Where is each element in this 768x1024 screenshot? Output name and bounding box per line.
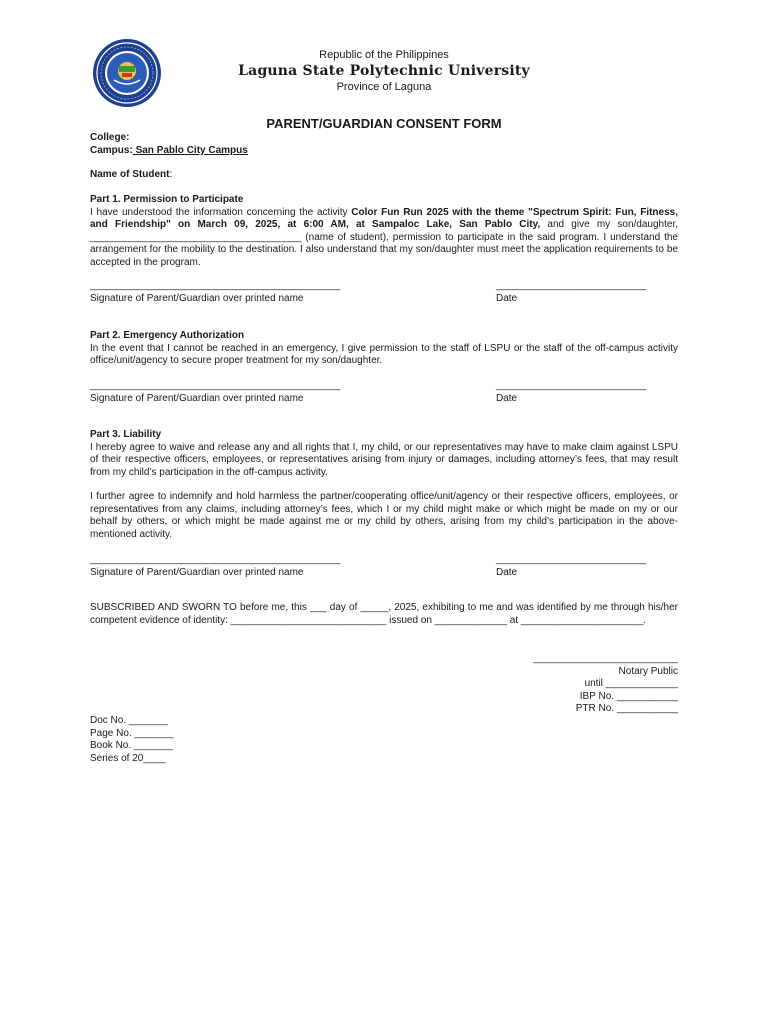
part2-section (90, 330, 678, 368)
signature-label: Signature of Parent/Guardian over printed name (90, 292, 304, 304)
signature-line: _____________________________________________ (90, 380, 341, 391)
notary-ibp: IBP No. ___________ (579, 690, 678, 702)
university-name: Laguna State Polytechnic University (238, 63, 530, 79)
date-label: Date (496, 566, 518, 578)
form-title: PARENT/GUARDIAN CONSENT FORM (266, 116, 502, 131)
part1-text: I have understood the information concerning the activity Color Fun Run 2025 with the theme "Spectrum Spirit: Fun, Fitness, and Friendship" on March 09, 2025, at 6:00 AM, at Sampaloc Lake, San Pablo City, and give my son/daughter, ______________________________________ (name of student), permission to participate in the said program. I understand the arrangement for the mobility to the destination. I also understand that my son/daughter must meet the application requirements to be accepted in the program. (90, 206, 679, 268)
signature-row-1 (90, 280, 678, 306)
notary-ptr: PTR No. ___________ (575, 703, 678, 714)
book-no: Book No. _______ (90, 740, 173, 751)
notary-title: Notary Public (618, 665, 678, 677)
campus-value: San Pablo City Campus (132, 145, 248, 156)
part3-text-1: I hereby agree to waive and release any and all rights that I, my child, or our representatives may have to make claim against LSPU of their respective officers, employees, or representatives arising from injury or damages, including attorney’s fees, that may result from my child’s participation in the off-campus activity. (90, 441, 678, 478)
signature-line: _____________________________________________ (90, 280, 341, 291)
college-label: College (90, 132, 127, 143)
student-label: Name of Student (90, 169, 170, 180)
part1-heading: Part 1. Permission to Participate (90, 194, 244, 205)
campus-label: Campus (90, 145, 130, 156)
republic-line: Republic of the Philippines (319, 49, 449, 61)
date-line: ___________________________ (496, 554, 647, 565)
signature-label: Signature of Parent/Guardian over printed name (90, 566, 304, 578)
date-label: Date (496, 392, 518, 404)
notary-signature-line: __________________________ (533, 653, 678, 664)
page-no: Page No. _______ (90, 727, 174, 739)
part3-heading: Part 3. Liability (90, 429, 162, 440)
doc-entries (90, 715, 173, 765)
date-label: Date (496, 292, 518, 304)
student-name-field: Name of Student: (90, 169, 173, 180)
part1-section (90, 194, 678, 269)
signature-label: Signature of Parent/Guardian over printed name (90, 392, 304, 404)
date-line: ___________________________ (496, 280, 647, 291)
date-line: ___________________________ (496, 380, 647, 391)
oath-text: SUBSCRIBED AND SWORN TO before me, this ___ day of _____, 2025, exhibiting to me and was identified by me through his/her competent evidence of identity: ____________________________ issued on _____________ at ______________________. (90, 602, 678, 626)
signature-line: _____________________________________________ (90, 554, 341, 565)
doc-no: Doc No. _______ (90, 715, 168, 726)
notary-until: until _____________ (584, 678, 678, 689)
province-line: Province of Laguna (336, 81, 432, 93)
series-no: Series of 20____ (90, 752, 166, 764)
notary-block (533, 653, 678, 716)
part3-section (90, 429, 678, 541)
college-field: College: (90, 132, 130, 143)
signature-row-2 (90, 380, 678, 406)
signature-row-3 (90, 554, 678, 580)
campus-field: Campus: San Pablo City Campus (90, 145, 248, 156)
part3-text-2: I further agree to indemnify and hold harmless the partner/cooperating office/unit/agency or their respective officers, employees, or representatives from any claims, including attorney’s fees, which I or my child might make or which might be made on my or our behalf by others, or which might be made against me or my child by others, arising from my child’s participation in the above-mentioned activity. (90, 491, 678, 540)
letterhead (90, 48, 678, 94)
part2-text: In the event that I cannot be reached in an emergency, I give permission to the staff of LSPU or the staff of the off-campus activity office/unit/agency to secure proper treatment for my son/daughter. (90, 342, 678, 366)
part2-heading: Part 2. Emergency Authorization (90, 330, 245, 341)
